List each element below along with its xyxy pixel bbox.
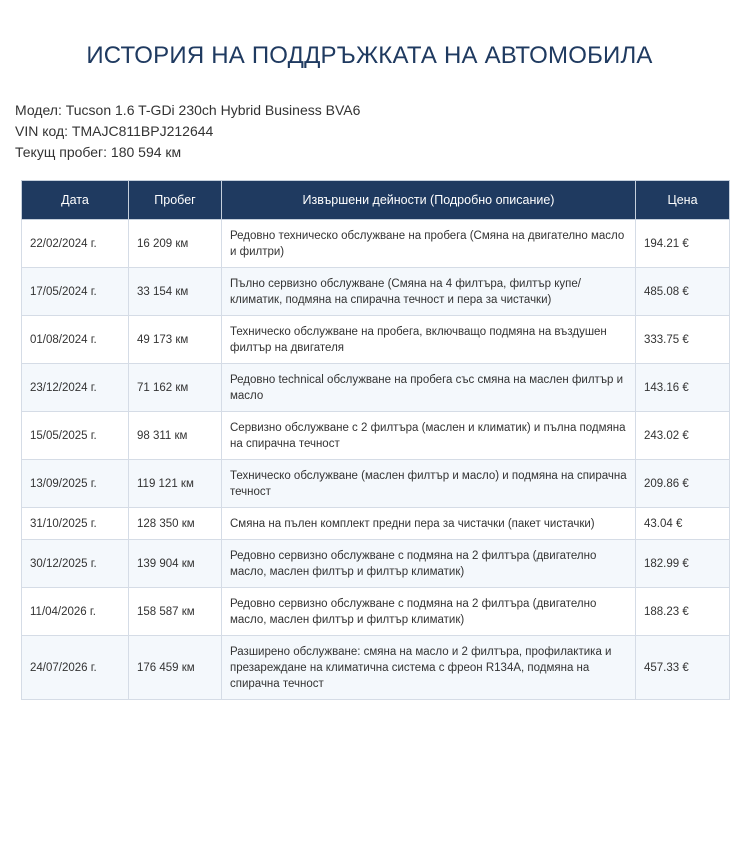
table-row (22, 364, 730, 412)
cell-price: 485.08 € (636, 268, 730, 316)
cell-mileage: 139 904 км (129, 540, 222, 588)
header-description: Извършени дейности (Подробно описание) (222, 181, 636, 220)
table-row (22, 588, 730, 636)
cell-date: 01/08/2024 г. (22, 316, 129, 364)
cell-mileage: 119 121 км (129, 460, 222, 508)
cell-price: 333.75 € (636, 316, 730, 364)
maintenance-table (21, 180, 730, 700)
cell-price: 243.02 € (636, 412, 730, 460)
cell-price: 143.16 € (636, 364, 730, 412)
cell-price: 182.99 € (636, 540, 730, 588)
cell-date: 22/02/2024 г. (22, 220, 129, 268)
header-mileage: Пробег (129, 181, 222, 220)
vehicle-vin: VIN код: TMAJC811BPJ212644 (15, 123, 214, 139)
table-row (22, 636, 730, 700)
cell-description: Сервизно обслужване с 2 филтъра (маслен и климатик) и пълна подмяна на спирачна течност (222, 412, 636, 460)
table-row (22, 220, 730, 268)
cell-date: 23/12/2024 г. (22, 364, 129, 412)
cell-price: 194.21 € (636, 220, 730, 268)
cell-mileage: 49 173 км (129, 316, 222, 364)
cell-mileage: 16 209 км (129, 220, 222, 268)
cell-price: 209.86 € (636, 460, 730, 508)
table-row (22, 316, 730, 364)
page-title: ИСТОРИЯ НА ПОДДРЪЖКАТА НА АВТОМОБИЛА (86, 42, 653, 69)
table-row (22, 460, 730, 508)
vehicle-info (15, 100, 360, 163)
cell-date: 24/07/2026 г. (22, 636, 129, 700)
cell-mileage: 98 311 км (129, 412, 222, 460)
table-row (22, 412, 730, 460)
vehicle-model: Модел: Tucson 1.6 T-GDi 230ch Hybrid Business BVA6 (15, 102, 361, 118)
cell-price: 457.33 € (636, 636, 730, 700)
table-header-row (22, 181, 730, 220)
header-date: Дата (22, 181, 129, 220)
cell-date: 13/09/2025 г. (22, 460, 129, 508)
cell-description: Редовно сервизно обслужване с подмяна на 2 филтъра (двигателно масло, маслен филтър и филтър климатик) (222, 540, 636, 588)
cell-price: 188.23 € (636, 588, 730, 636)
cell-mileage: 128 350 км (129, 508, 222, 540)
cell-date: 31/10/2025 г. (22, 508, 129, 540)
cell-date: 30/12/2025 г. (22, 540, 129, 588)
table-row (22, 508, 730, 540)
cell-description: Техническо обслужване на пробега, включващо подмяна на въздушен филтър на двигателя (222, 316, 636, 364)
cell-date: 17/05/2024 г. (22, 268, 129, 316)
vehicle-mileage: Текущ пробег: 180 594 км (15, 144, 182, 160)
cell-mileage: 33 154 км (129, 268, 222, 316)
header-price: Цена (636, 181, 730, 220)
cell-description: Редовно сервизно обслужване с подмяна на 2 филтъра (двигателно масло, маслен филтър и филтър климатик) (222, 588, 636, 636)
cell-mileage: 71 162 км (129, 364, 222, 412)
cell-description: Техническо обслужване (маслен филтър и масло) и подмяна на спирачна течност (222, 460, 636, 508)
cell-description: Редовно техническо обслужване на пробега (Смяна на двигателно масло и филтри) (222, 220, 636, 268)
cell-description: Пълно сервизно обслужване (Смяна на 4 филтъра, филтър купе/климатик, подмяна на спирачна течност и пера за чистачки) (222, 268, 636, 316)
cell-date: 11/04/2026 г. (22, 588, 129, 636)
cell-description: Смяна на пълен комплект предни пера за чистачки (пакет чистачки) (222, 508, 636, 540)
table-row (22, 540, 730, 588)
cell-mileage: 158 587 км (129, 588, 222, 636)
cell-price: 43.04 € (636, 508, 730, 540)
cell-mileage: 176 459 км (129, 636, 222, 700)
cell-description: Разширено обслужване: смяна на масло и 2 филтъра, профилактика и презареждане на климатична система с фреон R134A, подмяна на спирачна течност (222, 636, 636, 700)
cell-description: Редовно technical обслужване на пробега със смяна на маслен филтър и масло (222, 364, 636, 412)
cell-date: 15/05/2025 г. (22, 412, 129, 460)
table-row (22, 268, 730, 316)
